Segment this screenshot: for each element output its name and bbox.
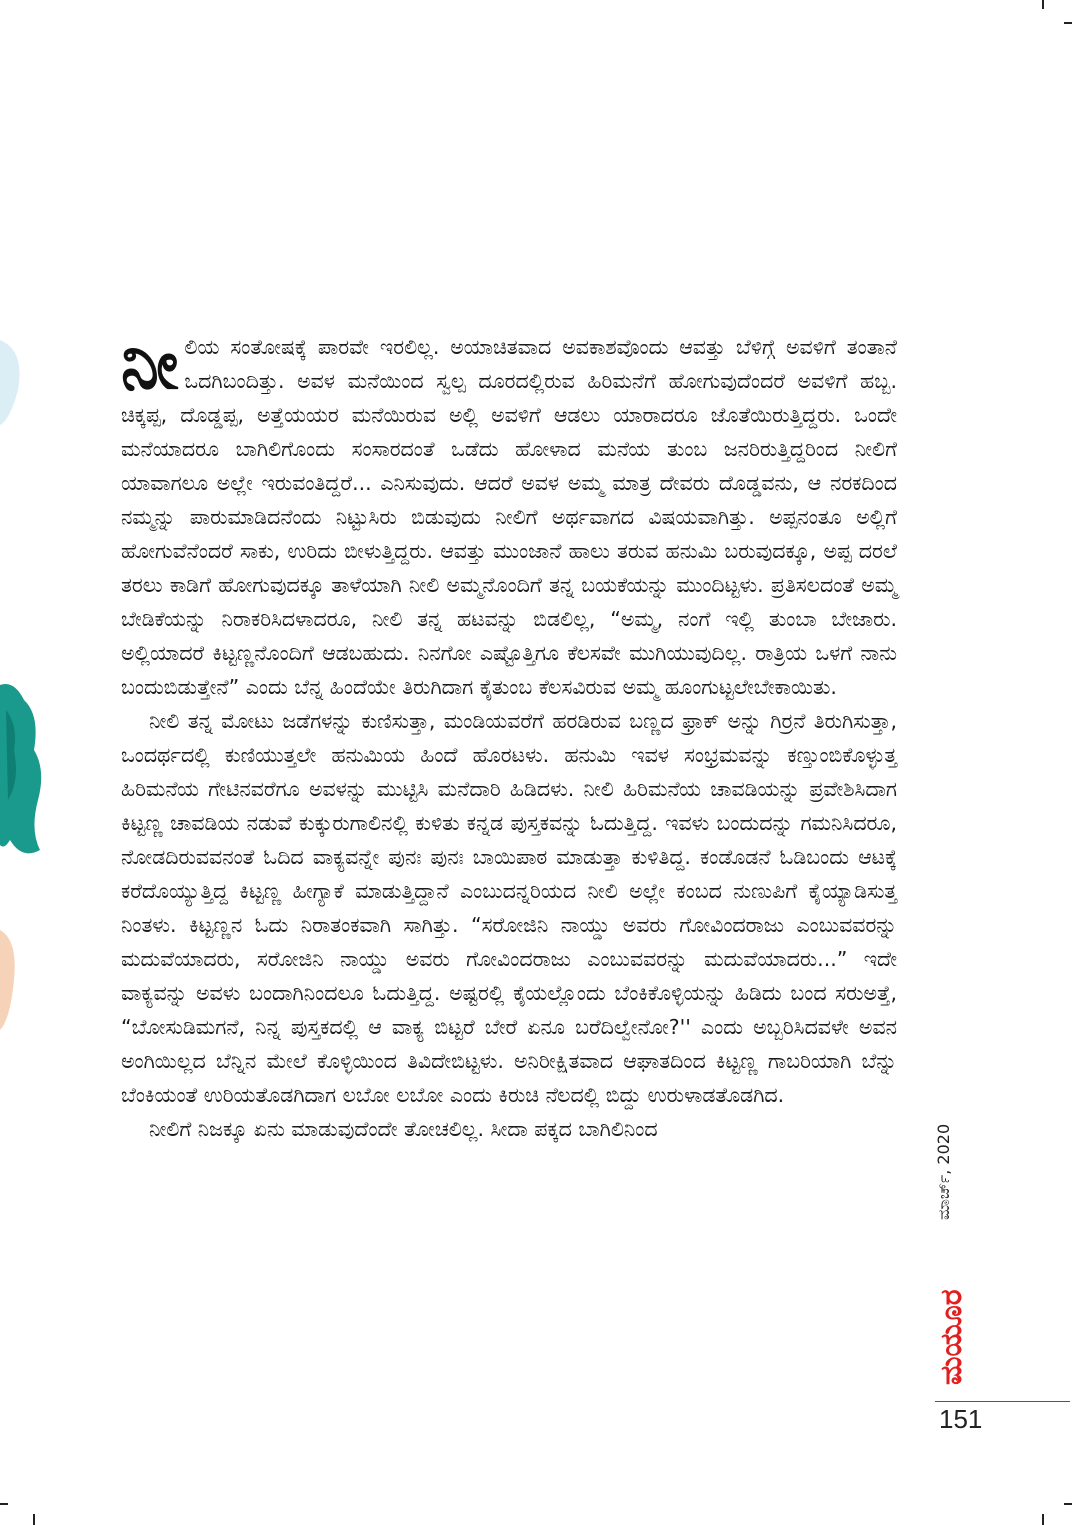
magazine-logo: ಮಯೂರ (934, 1289, 969, 1385)
paragraph: ಲಿಯ ಸಂತೋಷಕ್ಕೆ ಪಾರವೇ ಇರಲಿಲ್ಲ. ಅಯಾಚಿತವಾದ ಅವಕಾಶವೊಂದು ಆವತ್ತು ಬೆಳಿಗ್ಗೆ ಅವಳಿಗೆ ತಂತಾನೆ ಒದಗಿಬಂದಿತ್ತು. ಅವಳ ಮನೆಯಿಂದ ಸ್ವಲ್ಪ ದೂರದಲ್ಲಿರುವ ಹಿರಿಮನೆಗೆ ಹೋಗುವುದೆಂದರೆ ಅವಳಿಗೆ ಹಬ್ಬ. ಚಿಕ್ಕಪ್ಪ, ದೊಡ್ಡಪ್ಪ, ಅತ್ತೆಯಯರ ಮನೆಯಿರುವ ಅಲ್ಲಿ ಅವಳಿಗೆ ಆಡಲು ಯಾರಾದರೂ ಜೊತೆಯಿರುತ್ತಿದ್ದರು. ಒಂದೇ ಮನೆಯಾದರೂ ಬಾಗಿಲಿಗೊಂದು ಸಂಸಾರದಂತೆ ಒಡೆದು ಹೋಳಾದ ಮನೆಯ ತುಂಬ ಜನರಿರುತ್ತಿದ್ದರಿಂದ ನೀಲಿಗೆ ಯಾವಾಗಲೂ ಅಲ್ಲೇ ಇರುವಂತಿದ್ದರೆ... ಎನಿಸುವುದು. ಆದರೆ ಅವಳ ಅಮ್ಮ ಮಾತ್ರ ದೇವರು ದೊಡ್ಡವನು, ಆ ನರಕದಿಂದ ನಮ್ಮನ್ನು ಪಾರುಮಾಡಿದನೆಂದು ನಿಟ್ಟುಸಿರು ಬಿಡುವುದು ನೀಲಿಗೆ ಅರ್ಥವಾಗದ ವಿಷಯವಾಗಿತ್ತು. ಅಪ್ಪನಂತೂ ಅಲ್ಲಿಗೆ ಹೋಗುವೆನೆಂದರೆ ಸಾಕು, ಉರಿದು ಬೀಳುತ್ತಿದ್ದರು. ಆವತ್ತು ಮುಂಜಾನೆ ಹಾಲು ತರುವ ಹನುಮಿ ಬರುವುದಕ್ಕೂ, ಅಪ್ಪ ದರಲೆ ತರಲು ಕಾಡಿಗೆ ಹೋಗುವುದಕ್ಕೂ ತಾಳೆಯಾಗಿ ನೀಲಿ ಅಮ್ಮನೊಂದಿಗೆ ತನ್ನ ಬಯಕೆಯನ್ನು ಮುಂದಿಟ್ಟಳು. ಪ್ರತಿಸಲದಂತೆ ಅಮ್ಮ ಬೇಡಿಕೆಯನ್ನು ನಿರಾಕರಿಸಿದಳಾದರೂ, ನೀಲಿ ತನ್ನ ಹಟವನ್ನು ಬಿಡಲಿಲ್ಲ, “ಅಮ್ಮ, ನಂಗೆ ಇಲ್ಲಿ ತುಂಬಾ ಬೇಜಾರು. ಅಲ್ಲಿಯಾದರೆ ಕಿಟ್ಟಣ್ಣನೊಂದಿಗೆ ಆಡಬಹುದು. ನಿನಗೋ ಎಷ್ಟೊತ್ತಿಗೂ ಕೆಲಸವೇ ಮುಗಿಯುವುದಿಲ್ಲ. ರಾತ್ರಿಯ ಒಳಗೆ ನಾನು ಬಂದುಬಿಡುತ್ತೇನೆ” ಎಂದು ಬೆನ್ನ ಹಿಂದೆಯೇ ತಿರುಗಿದಾಗ ಕೈತುಂಬ ಕೆಲಸವಿರುವ ಅಮ್ಮ ಹೂಂಗುಟ್ಟಲೇಬೇಕಾಯಿತು. (121, 335, 897, 699)
crop-mark (1042, 0, 1044, 9)
paragraph: ನೀಲಿ ತನ್ನ ಮೋಟು ಜಡೆಗಳನ್ನು ಕುಣಿಸುತ್ತಾ, ಮಂಡಿಯವರೆಗೆ ಹರಡಿರುವ ಬಣ್ಣದ ಫ್ರಾಕ್ ಅನ್ನು ಗಿರ್ರನೆ ತಿರುಗಿಸುತ್ತಾ, ಒಂದರ್ಥದಲ್ಲಿ ಕುಣಿಯುತ್ತಲೇ ಹನುಮಿಯ ಹಿಂದೆ ಹೊರಟಳು. ಹನುಮಿ ಇವಳ ಸಂಭ್ರಮವನ್ನು ಕಣ್ತುಂಬಿಕೊಳ್ಳುತ್ತ ಹಿರಿಮನೆಯ ಗೇಟಿನವರೆಗೂ ಅವಳನ್ನು ಮುಟ್ಟಿಸಿ ಮನೆದಾರಿ ಹಿಡಿದಳು. ನೀಲಿ ಹಿರಿಮನೆಯ ಚಾವಡಿಯನ್ನು ಪ್ರವೇಶಿಸಿದಾಗ ಕಿಟ್ಟಣ್ಣ ಚಾವಡಿಯ ನಡುವೆ ಕುಕ್ಕುರುಗಾಲಿನಲ್ಲಿ ಕುಳಿತು ಕನ್ನಡ ಪುಸ್ತಕವನ್ನು ಓದುತ್ತಿದ್ದ. ಇವಳು ಬಂದುದನ್ನು ಗಮನಿಸಿದರೂ, ನೋಡದಿರುವವನಂತೆ ಓದಿದ ವಾಕ್ಯವನ್ನೇ ಪುನಃ ಪುನಃ ಬಾಯಿಪಾಠ ಮಾಡುತ್ತಾ ಕುಳಿತಿದ್ದ. ಕಂಡೊಡನೆ ಓಡಿಬಂದು ಆಟಕ್ಕೆ ಕರೆದೊಯ್ಯುತ್ತಿದ್ದ ಕಿಟ್ಟಣ್ಣ ಹೀಗ್ಯಾಕೆ ಮಾಡುತ್ತಿದ್ದಾನೆ ಎಂಬುದನ್ನರಿಯದ ನೀಲಿ ಅಲ್ಲೇ ಕಂಬದ ನುಣುಪಿಗೆ ಕೈಯ್ಯಾಡಿಸುತ್ತ ನಿಂತಳು. ಕಿಟ್ಟಣ್ಣನ ಓದು ನಿರಾತಂಕವಾಗಿ ಸಾಗಿತ್ತು. “ಸರೋಜಿನಿ ನಾಯ್ಡು ಅವರು ಗೋವಿಂದರಾಜು ಎಂಬುವವರನ್ನು ಮದುವೆಯಾದರು, ಸರೋಜಿನಿ ನಾಯ್ಡು ಅವರು ಗೋವಿಂದರಾಜು ಎಂಬುವವರನ್ನು ಮದುವೆಯಾದರು...” ಇದೇ ವಾಕ್ಯವನ್ನು ಅವಳು ಬಂದಾಗಿನಿಂದಲೂ ಓದುತ್ತಿದ್ದ. ಅಷ್ಟರಲ್ಲಿ ಕೈಯಲ್ಲೊಂದು ಬೆಂಕಿಕೊಳ್ಳಿಯನ್ನು ಹಿಡಿದು ಬಂದ ಸರುಅತ್ತೆ, “ಬೋಸುಡಿಮಗನೆ, ನಿನ್ನ ಪುಸ್ತಕದಲ್ಲಿ ಆ ವಾಕ್ಯ ಬಿಟ್ಟರೆ ಬೇರೆ ಏನೂ ಬರೆದಿಲ್ವೇನೋ?'' ಎಂದು ಅಬ್ಬರಿಸಿದವಳೇ ಅವನ ಅಂಗಿಯಿಲ್ಲದ ಬೆನ್ನಿನ ಮೇಲೆ ಕೊಳ್ಳಿಯಿಂದ ತಿವಿದೇಬಿಟ್ಟಳು. ಅನಿರೀಕ್ಷಿತವಾದ ಆಘಾತದಿಂದ ಕಿಟ್ಟಣ್ಣ ಗಾಬರಿಯಾಗಿ ಬೆನ್ನು ಬೆಂಕಿಯಂತೆ ಉರಿಯತೊಡಗಿದಾಗ ಲಬೋ ಲಬೋ ಎಂದು ಕಿರುಚಿ ನೆಲದಲ್ಲಿ ಬಿದ್ದು ಉರುಳಾಡತೊಡಗಿದ. (121, 709, 897, 1107)
faint-blue-wash (0, 340, 20, 425)
paragraph: ನೀಲಿಗೆ ನಿಜಕ್ಕೂ ಏನು ಮಾಡುವುದೆಂದೇ ತೋಚಲಿಲ್ಲ. ಸೀದಾ ಪಕ್ಕದ ಬಾಗಿಲಿನಿಂದ (149, 1117, 658, 1141)
crop-mark (1064, 1503, 1072, 1505)
peach-wash (0, 930, 15, 1030)
magazine-sidebar (934, 1080, 974, 1385)
drop-cap: ನೀ (121, 326, 179, 405)
crop-mark (33, 1514, 35, 1525)
crop-mark (1042, 1514, 1044, 1525)
footer-rule (935, 1401, 1070, 1402)
crop-mark (0, 1503, 8, 1505)
article-body (121, 326, 897, 1146)
issue-date: ಮಾರ್ಚ್, 2020 (934, 1123, 953, 1220)
crop-mark (1064, 22, 1072, 24)
teal-splash (0, 684, 41, 853)
decorative-art-edge (0, 330, 60, 1050)
page-number: 151 (939, 1404, 983, 1434)
